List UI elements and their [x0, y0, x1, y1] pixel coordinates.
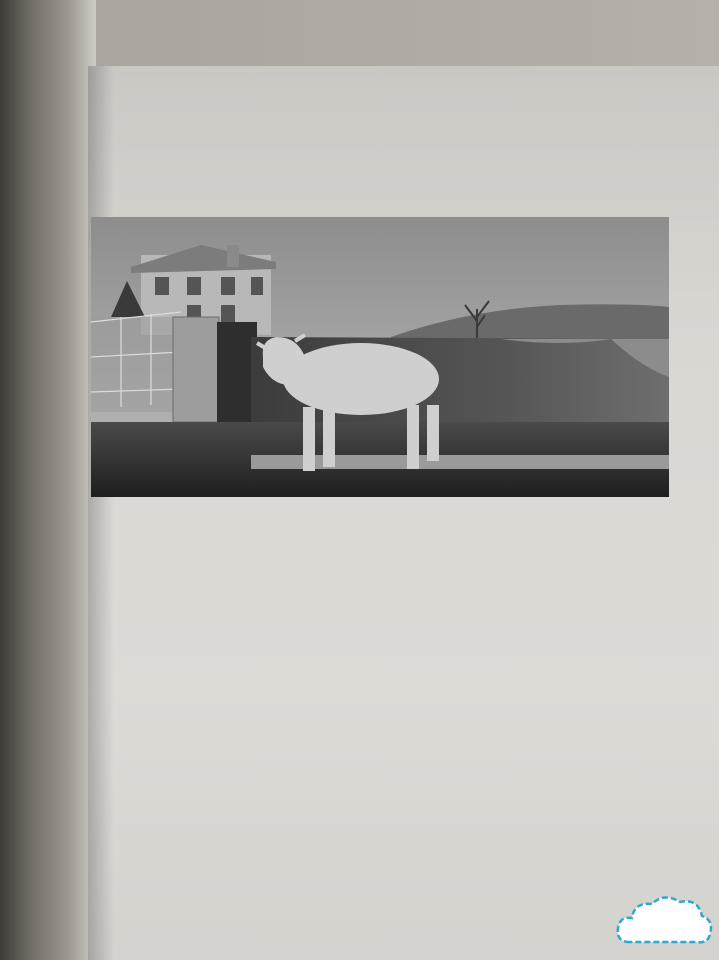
painting-reproduction: [91, 217, 669, 497]
book-page: [88, 66, 719, 960]
watermark-cloud-icon: [612, 890, 716, 950]
figure-caption: [106, 108, 125, 109]
left-page-edge: [0, 0, 96, 960]
binding-shadow: [88, 66, 114, 960]
bull-painting-image: [91, 217, 669, 497]
